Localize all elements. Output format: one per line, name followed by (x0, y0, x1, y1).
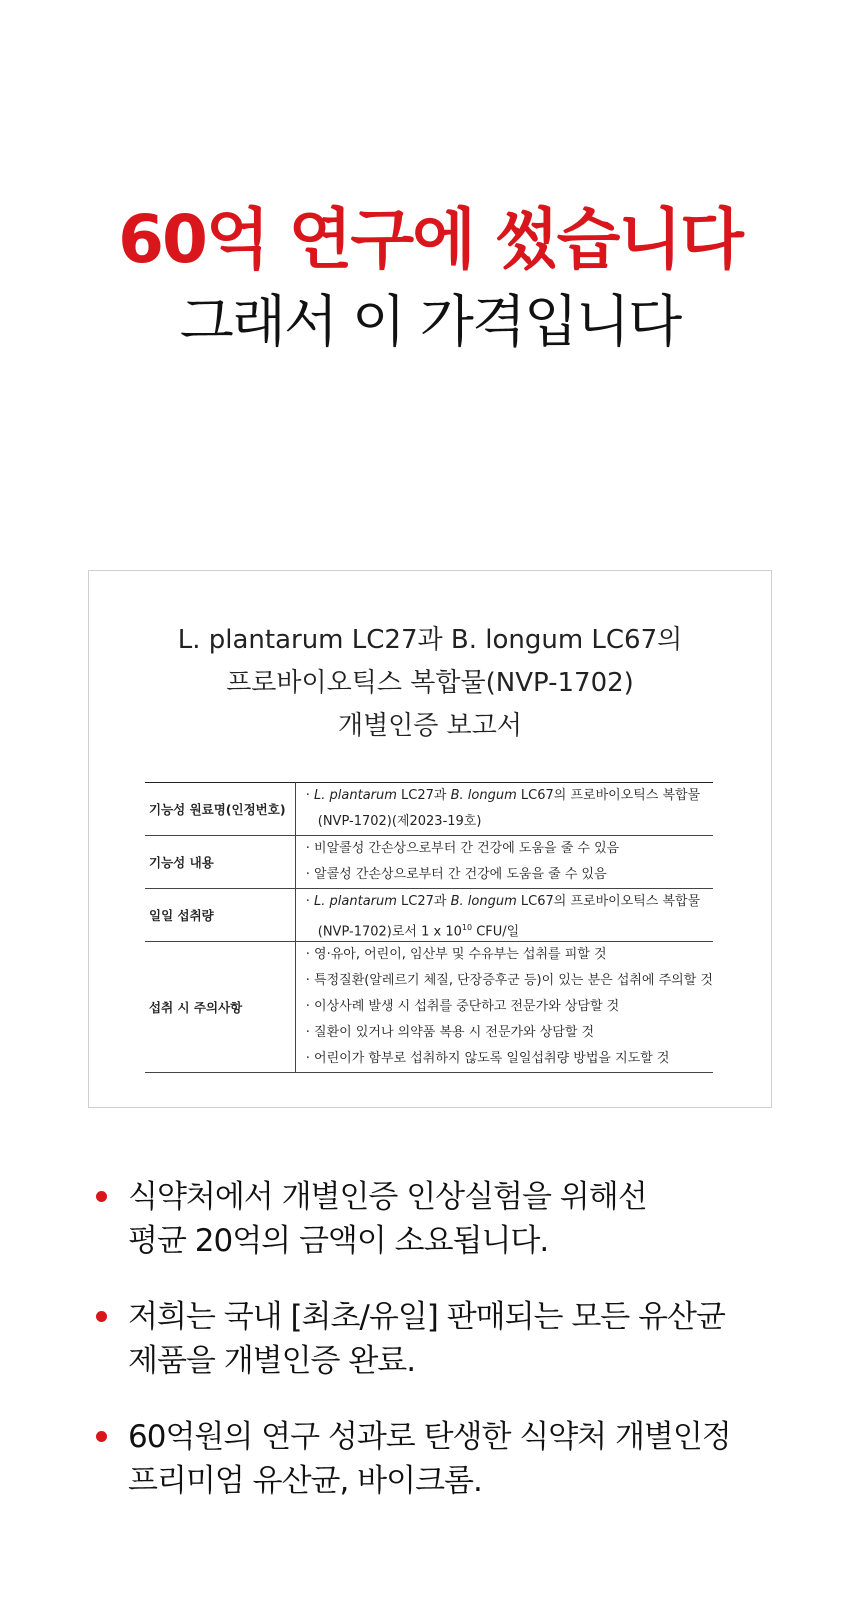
certification-table (145, 782, 713, 1073)
row-label-precautions: 섭취 시 주의사항 (145, 942, 295, 1073)
list-item (92, 1295, 832, 1383)
content-line: · 알콜성 간손상으로부터 간 건강에 도움을 줄 수 있음 (305, 867, 607, 882)
table-row (145, 889, 713, 942)
table-row (145, 942, 713, 1073)
report-title-line: L. plantarum LC27과 B. longum LC67의 (177, 625, 683, 655)
content-line (306, 915, 713, 941)
row-content-precautions (295, 942, 713, 1073)
exponent: 10 (461, 923, 473, 932)
content-text: LC27과 (396, 788, 451, 803)
certification-report-document (88, 570, 772, 1108)
row-label-function: 기능성 내용 (145, 836, 295, 889)
report-title (89, 619, 771, 748)
list-item-line: 프리미엄 유산균, 바이크롬. (128, 1463, 482, 1499)
row-label-ingredient: 기능성 원료명(인정번호) (145, 783, 295, 836)
headline-primary: 60억 연구에 썼습니다 (118, 201, 742, 278)
row-label-daily-intake: 일일 섭취량 (145, 889, 295, 942)
content-line: · 영·유아, 어린이, 임산부 및 수유부는 섭취를 피할 것 (305, 947, 607, 962)
species-name: B. longum (450, 894, 517, 909)
content-line: · 어린이가 함부로 섭취하지 않도록 일일섭취량 방법을 지도할 것 (305, 1051, 670, 1066)
content-text: CFU/일 (472, 924, 520, 940)
content-line: (NVP-1702)(제2023-19호) (317, 814, 482, 829)
row-content-ingredient (295, 783, 713, 836)
content-text: (NVP-1702)로서 1 x 10 (317, 924, 462, 940)
content-line: · 이상사례 발생 시 섭취를 중단하고 전문가와 상담할 것 (305, 999, 620, 1014)
list-item-line: 제품을 개별인증 완료. (128, 1343, 416, 1379)
species-name: L. plantarum (314, 788, 397, 803)
bullet-dot-icon (96, 1431, 107, 1442)
species-name: L. plantarum (314, 894, 397, 909)
content-text: LC27과 (396, 894, 451, 909)
content-text: LC67의 프로바이오틱스 복합물 (516, 788, 701, 803)
report-title-line: 개별인증 보고서 (337, 711, 523, 741)
list-item-line: 평균 20억의 금액이 소요됩니다. (128, 1223, 549, 1259)
list-item (92, 1175, 832, 1263)
content-text: LC67의 프로바이오틱스 복합물 (516, 894, 701, 909)
row-content-daily-intake (295, 889, 713, 942)
content-line: · L. plantarum LC27과 B. longum LC67의 프로바이오틱스 복합물 (305, 894, 701, 909)
content-line: · 특정질환(알레르기 체질, 단장증후군 등)이 있는 분은 섭취에 주의할 것 (305, 973, 713, 988)
list-item (92, 1415, 832, 1503)
species-name: B. longum (450, 788, 517, 803)
row-content-function (295, 836, 713, 889)
benefit-list (92, 1175, 832, 1535)
headline-secondary: 그래서 이 가격입니다 (179, 290, 681, 355)
table-row (145, 783, 713, 836)
content-line: · L. plantarum LC27과 B. longum LC67의 프로바이오틱스 복합물 (305, 788, 701, 803)
table-row (145, 836, 713, 889)
bullet-dot-icon (96, 1311, 107, 1322)
content-line: · 비알콜성 간손상으로부터 간 건강에 도움을 줄 수 있음 (305, 841, 620, 856)
content-line: · 질환이 있거나 의약품 복용 시 전문가와 상담할 것 (305, 1025, 595, 1040)
list-item-line: 60억원의 연구 성과로 탄생한 식약처 개별인정 (128, 1419, 731, 1455)
report-title-line: 프로바이오틱스 복합물(NVP-1702) (226, 668, 634, 698)
bullet-dot-icon (96, 1191, 107, 1202)
list-item-line: 저희는 국내 [최초/유일] 판매되는 모든 유산균 (128, 1299, 725, 1335)
list-item-line: 식약처에서 개별인증 인상실험을 위해선 (128, 1179, 647, 1215)
